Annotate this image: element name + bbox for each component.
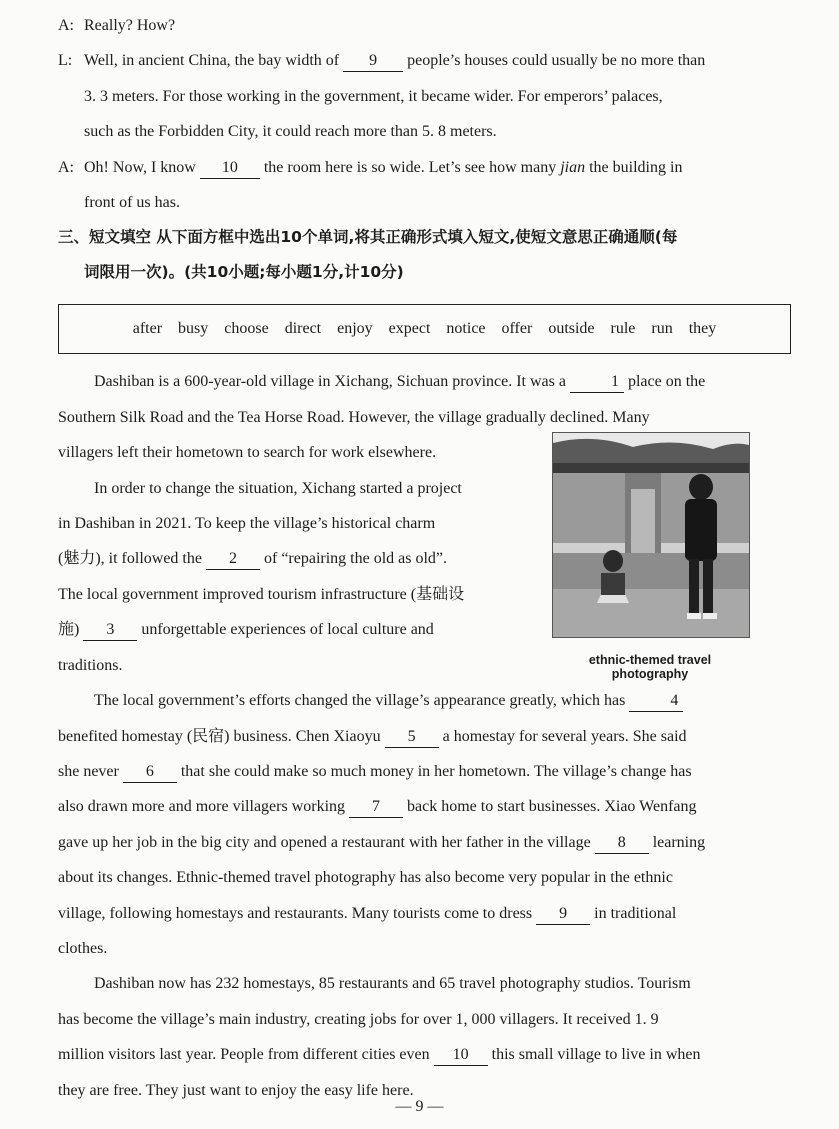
passage-line: [58, 1037, 791, 1072]
answer-blank-7[interactable]: 7: [349, 797, 403, 818]
answer-blank-9[interactable]: 9: [536, 904, 590, 925]
section-instruction: 词限用一次)。(共10小题;每小题1分,计10分): [84, 263, 404, 282]
dialogue-text: Well, in ancient China, the bay width of: [84, 52, 340, 70]
speaker-label: A:: [58, 17, 74, 34]
passage-line: [58, 364, 791, 399]
word-option: run: [651, 320, 673, 338]
dialogue-text: such as the Forbidden City, it could reach more than 5. 8 meters.: [84, 123, 497, 141]
dialogue-text: front of us has.: [84, 194, 180, 212]
word-option: offer: [501, 320, 533, 338]
passage-line: clothes.: [58, 939, 108, 957]
passage-text: benefited homestay (民宿) business. Chen Xiaoyu: [58, 727, 381, 745]
passage-line: [58, 754, 791, 789]
page-number: — 9 —: [395, 1098, 444, 1115]
dialogue-text: Oh! Now, I know: [84, 158, 196, 176]
passage-line: they are free. They just want to enjoy the easy life here.: [58, 1081, 414, 1099]
answer-blank-4[interactable]: 4: [629, 691, 683, 712]
passage-line: [58, 683, 791, 718]
passage-line: about its changes. Ethnic-themed travel photography has also become very popular in the ethnic: [58, 869, 673, 887]
dialogue-line: [58, 43, 791, 78]
answer-blank-1[interactable]: 1: [570, 372, 624, 393]
speaker-label: L:: [58, 52, 73, 70]
passage-text: Dashiban is a 600-year-old village in Xichang, Sichuan province. It was a: [94, 373, 566, 391]
dialogue-text: 3. 3 meters. For those working in the government, it became wider. For emperors’ palaces,: [84, 87, 663, 105]
word-option: outside: [548, 320, 595, 338]
passage-text: learning: [652, 833, 706, 851]
passage-line: has become the village’s main industry, creating jobs for over 1, 000 villagers. It received 1. 9: [58, 1010, 659, 1028]
dialogue-text: the room here is so wide. Let’s see how many: [263, 158, 557, 176]
passage-paragraph-4: [58, 966, 791, 1108]
dialogue-line: [58, 8, 791, 43]
photo-figure: [552, 432, 752, 681]
passage-line: villagers left their hometown to search for work elsewhere.: [58, 444, 437, 462]
word-option: choose: [224, 320, 269, 338]
passage-line: In order to change the situation, Xichang started a project: [94, 479, 462, 497]
passage-line: in Dashiban in 2021. To keep the village’s historical charm: [58, 515, 436, 533]
word-option: after: [132, 320, 163, 338]
word-option: rule: [610, 320, 636, 338]
section-heading: [58, 220, 791, 290]
photo-caption: ethnic-themed travel photography: [588, 653, 712, 681]
dialogue-text: the building in: [589, 158, 683, 176]
answer-blank-5[interactable]: 5: [385, 727, 439, 748]
dialogue-line: [58, 150, 791, 185]
passage-text: back home to start businesses. Xiao Wenfang: [407, 798, 697, 816]
passage-line: Dashiban now has 232 homestays, 85 restaurants and 65 travel photography studios. Tourism: [94, 975, 691, 993]
passage-line: The local government improved tourism infrastructure (基础设: [58, 585, 465, 603]
passage-text: a homestay for several years. She said: [442, 727, 687, 745]
italic-term: jian: [560, 158, 586, 176]
passage-line: [58, 789, 791, 824]
village-photo: [552, 432, 750, 638]
word-option: busy: [178, 320, 209, 338]
passage-text: in traditional: [594, 904, 677, 922]
passage-text: place on the: [627, 373, 706, 391]
passage-text: (魅力), it followed the: [58, 550, 202, 568]
passage-paragraph-3: [58, 683, 791, 966]
answer-blank-6[interactable]: 6: [123, 762, 177, 783]
word-option: expect: [388, 320, 431, 338]
word-option: direct: [284, 320, 322, 338]
passage-text: 施): [58, 621, 80, 639]
passage-text: she never: [58, 762, 119, 780]
answer-blank-10[interactable]: 10: [434, 1045, 488, 1066]
word-option: enjoy: [337, 320, 373, 338]
passage-text: also drawn more and more villagers working: [58, 798, 346, 816]
passage-text: of “repairing the old as old”.: [263, 550, 448, 568]
passage-text: The local government’s efforts changed the village’s appearance greatly, which has: [94, 692, 626, 710]
passage-text: gave up her job in the big city and opened a restaurant with her father in the village: [58, 833, 591, 851]
word-bank-box: [58, 304, 791, 354]
passage-line: [58, 825, 791, 860]
answer-blank-10[interactable]: 10: [200, 158, 260, 179]
passage-text: million visitors last year. People from different cities even: [58, 1046, 430, 1064]
passage-line: Southern Silk Road and the Tea Horse Road. However, the village gradually declined. Many: [58, 408, 650, 426]
passage-line: [58, 896, 791, 931]
speaker-label: A:: [58, 158, 74, 176]
word-option: notice: [446, 320, 486, 338]
passage-text: village, following homestays and restaurants. Many tourists come to dress: [58, 904, 533, 922]
section-instruction: 三、短文填空 从下面方框中选出10个单词,将其正确形式填入短文,使短文意思正确通顺(每: [58, 228, 678, 247]
dialogue-text: people’s houses could usually be no more than: [407, 52, 706, 70]
passage-line: traditions.: [58, 656, 123, 674]
answer-blank-8[interactable]: 8: [595, 833, 649, 854]
passage-line: [58, 719, 791, 754]
dialogue-text: Really? How?: [84, 17, 176, 34]
answer-blank-9[interactable]: 9: [343, 51, 403, 72]
word-option: they: [688, 320, 717, 338]
answer-blank-3[interactable]: 3: [83, 620, 137, 641]
passage-text: that she could make so much money in her hometown. The village’s change has: [180, 762, 692, 780]
answer-blank-2[interactable]: 2: [206, 549, 260, 570]
passage-text: unforgettable experiences of local culture and: [141, 621, 434, 639]
passage-text: this small village to live in when: [491, 1046, 701, 1064]
